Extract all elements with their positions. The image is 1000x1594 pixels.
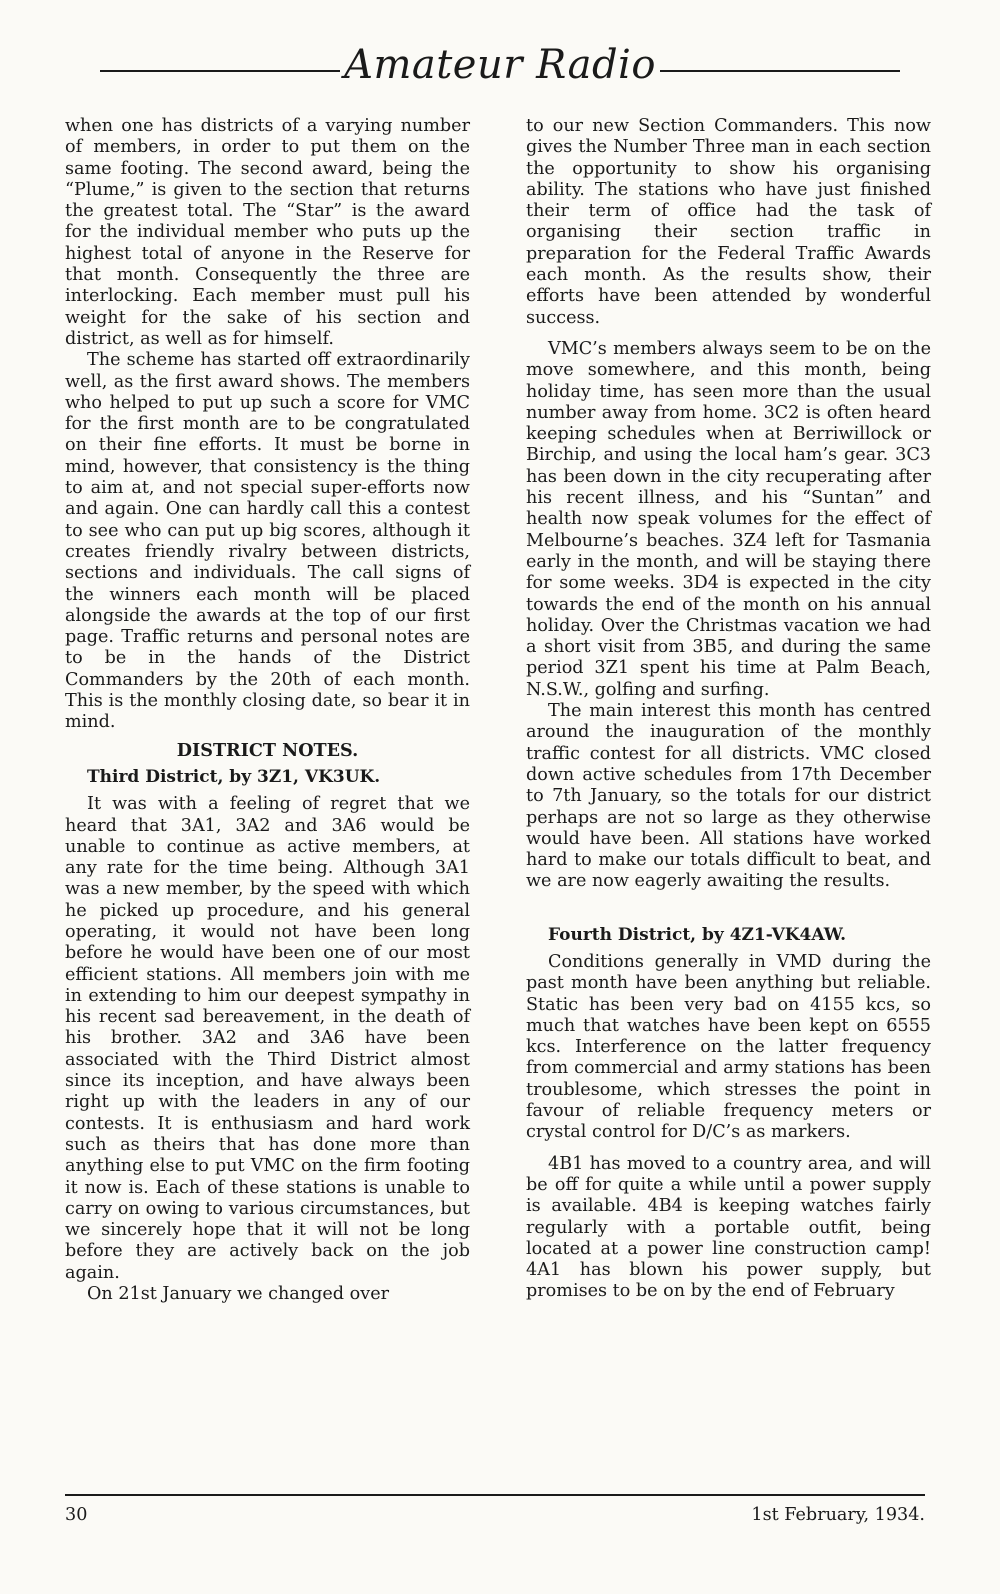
right-column bbox=[526, 116, 931, 1303]
paragraph-gap bbox=[526, 1144, 931, 1154]
paragraph-gap bbox=[526, 329, 931, 339]
right-paragraph-2: VMC’s members always seem to be on the move somewhere, and this month, being holiday time, has seen more than the usual number away from home. 3C2 is often heard keeping schedules when at Berriwillock or Birchip, and using the local ham’s gear. 3C3 has been down in the city recuperating after his recent illness, and his “Suntan” and health now speak volumes for the effect of Melbourne’s beaches. 3Z4 left for Tasmania early in the month, and will be staying there for some weeks. 3D4 is expected in the city towards the end of the month on his annual holiday. Over the Christmas vacation we had a short visit from 3B5, and during the same period 3Z1 spent his time at Palm Beach, N.S.W., golfing and surfing. bbox=[526, 338, 931, 700]
left-paragraph-2: The scheme has started off extraordinarily well, as the first award shows. The members who helped to put up such a score for VMC for the first month are to be congratulated on their fine efforts. It must be borne in mind, however, that consistency is the thing to aim at, and not special super-efforts now and again. One can hardly call this a contest to see who can put up big scores, although it creates friendly rivalry between districts, sections and individuals. The call signs of the winners each month will be placed alongside the awards at the top of our first page. Traffic returns and personal notes are to be in the hands of the District Commanders by the 20th of each month. This is the monthly closing date, so bear it in mind. bbox=[65, 350, 470, 733]
right-paragraph-4: Conditions generally in VMD during the past month have been anything but reliable. Static has been very bad on 4155 kcs, so much that watches have been kept on 6555 kcs. Interference on the latter frequency from commercial and army stations has been troublesome, which stresses the point in favour of reliable frequency meters or crystal control for D/C’s as markers. bbox=[526, 951, 931, 1143]
left-paragraph-4: On 21st January we changed over bbox=[87, 1284, 390, 1305]
left-column bbox=[65, 116, 470, 1305]
left-paragraph-1: when one has districts of a varying number of members, in order to put them on the same footing. The second award, being the “Plume,” is given to the section that returns the greatest total. The “Star” is the award for the individual member who puts up the highest total of anyone in the Reserve for that month. Consequently the three are interlocking. Each member must pull his weight for the sake of his section and district, as well as for himself. bbox=[65, 116, 470, 349]
right-paragraph-1: to our new Section Commanders. This now gives the Number Three man in each section the opportunity to show his organising ability. The stations who have just finished their term of office had the task of organising their section traffic in preparation for the Federal Traffic Awards each month. As the results show, their efforts have been attended by wonderful success. bbox=[526, 116, 931, 328]
section-gap bbox=[526, 893, 931, 915]
district-notes-heading: DISTRICT NOTES. bbox=[176, 739, 359, 761]
issue-date: 1st February, 1934. bbox=[751, 1505, 925, 1525]
right-paragraph-5: 4B1 has moved to a country area, and will be off for quite a while until a power supply is available. 4B4 is keeping watches fairly regularly with a portable outfit, being located at a power line construction camp! 4A1 has blown his power supply, but promises to be on by the end of February bbox=[526, 1153, 931, 1302]
masthead-rule-right bbox=[660, 70, 900, 72]
page-number: 30 bbox=[65, 1505, 88, 1525]
right-paragraph-3: The main interest this month has centred around the inauguration of the monthly traffic contest for all districts. VMC closed down active schedules from 17th December to 7th January, so the totals for our district perhaps are not so large as they otherwise would have been. All stations have worked hard to make our totals difficult to beat, and we are now eagerly awaiting the results. bbox=[526, 701, 931, 892]
masthead-title: Amateur Radio bbox=[344, 42, 656, 88]
third-district-heading: Third District, by 3Z1, VK3UK. bbox=[87, 766, 381, 787]
masthead bbox=[100, 38, 900, 98]
masthead-rule-left bbox=[100, 70, 340, 72]
left-paragraph-3: It was with a feeling of regret that we heard that 3A1, 3A2 and 3A6 would be unable to continue as active members, at any rate for the time being. Although 3A1 was a new member, by the speed with which he picked up procedure, and his general operating, it would not have been long before he would have been one of our most efficient stations. All members join with me in extending to him our deepest sympathy in his recent sad bereavement, in the death of his brother. 3A2 and 3A6 have been associated with the Third District almost since its inception, and have always been right up with the leaders in any of our contests. It is enthusiasm and hard work such as theirs that has done more than anything else to put VMC on the firm footing it now is. Each of these stations is unable to carry on owing to various circumstances, but we sincerely hope that it will not be long before they are actively back on the job again. bbox=[65, 794, 470, 1283]
footer-rule bbox=[65, 1494, 925, 1496]
fourth-district-heading: Fourth District, by 4Z1-VK4AW. bbox=[548, 924, 847, 945]
